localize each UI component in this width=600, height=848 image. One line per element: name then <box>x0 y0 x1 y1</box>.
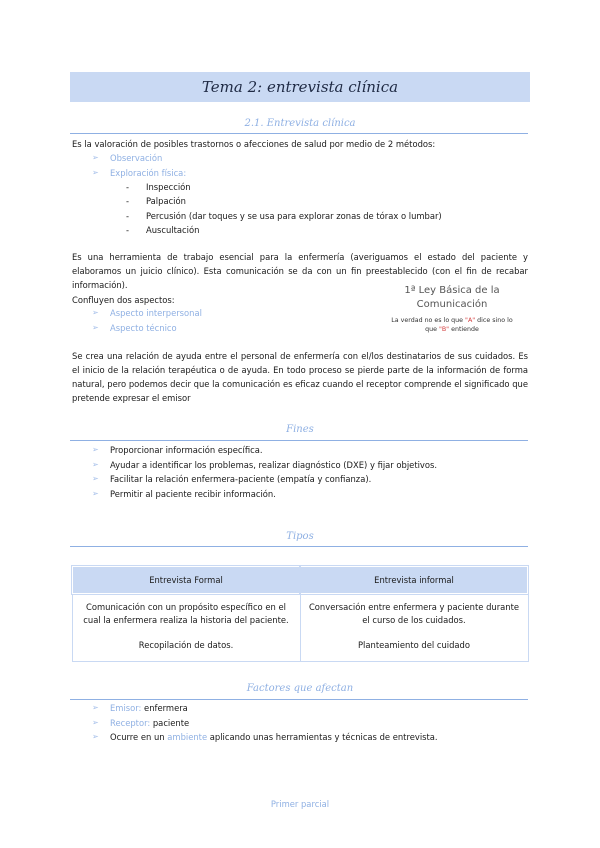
divider <box>70 699 528 700</box>
list-item: ➢ Facilitar la relación enfermera-paciente (empatía y confianza). <box>92 472 437 487</box>
list-item: ➢ Aspecto técnico <box>92 321 202 336</box>
section-heading-tipos: Tipos <box>286 531 314 542</box>
arrow-icon: ➢ <box>92 322 99 332</box>
page-title-banner <box>70 72 530 102</box>
arrow-icon: ➢ <box>92 459 99 469</box>
table-cell-informal: Conversación entre enfermera y paciente durante el curso de los cuidados. Planteamiento del cuidado <box>300 594 528 662</box>
intro-text: Es la valoración de posibles trastornos o afecciones de salud por medio de 2 métodos: <box>72 139 436 149</box>
methods-list <box>92 151 186 180</box>
table-cell-formal: Comunicación con un propósito específico en el cual la enfermera realiza la historia del paciente. Recopilación de datos. <box>72 594 300 662</box>
factores-list <box>92 701 438 745</box>
list-item: ➢ Ayudar a identificar los problemas, realizar diagnóstico (DXE) y fijar objetivos. <box>92 458 437 473</box>
tipos-table <box>71 565 529 662</box>
arrow-icon: ➢ <box>92 167 99 177</box>
section-heading-entrevista: 2.1. Entrevista clínica <box>244 118 356 129</box>
arrow-icon: ➢ <box>92 445 99 454</box>
list-item: - Auscultación <box>126 224 200 235</box>
arrow-icon: ➢ <box>92 717 99 727</box>
table-header-informal: Entrevista informal <box>300 566 528 594</box>
divider <box>70 546 528 547</box>
table-header-formal: Entrevista Formal <box>72 566 300 594</box>
paragraph-relacion-ayuda: Se crea una relación de ayuda entre el personal de enfermería con el/los destinatarios de sus cuidados. Es el inicio de la relación terapéutica o de ayuda. En todo proceso se pierde parte de la información de forma natural, pero podemos decir que la comunicación es eficaz cuando el receptor comprende el significado que pretende expresar el emisor <box>72 351 528 403</box>
exploration-list <box>126 180 442 237</box>
list-item: ➢ Receptor: paciente <box>92 716 438 731</box>
page-footer: Primer parcial <box>270 799 330 809</box>
divider <box>70 440 528 441</box>
page-title: Tema 2: entrevista clínica <box>201 78 399 96</box>
arrow-icon: ➢ <box>92 488 99 498</box>
arrow-icon: ➢ <box>92 153 99 162</box>
paragraph-herramienta: Es una herramienta de trabajo esencial para la enfermería (averiguamos el estado del paciente y elaboramos un juicio clínico). Esta comunicación se da con un fin preestablecido (con el fin de recabar información). <box>72 252 528 290</box>
section-heading-factores: Factores que afectan <box>246 683 354 694</box>
aspects-list <box>92 306 202 335</box>
list-item: ➢ Exploración física: <box>92 166 186 181</box>
divider <box>70 133 528 134</box>
list-item: - Palpación <box>126 196 186 207</box>
list-item: - Percusión (dar toques y se usa para explorar zonas de tórax o lumbar) <box>126 210 442 221</box>
list-item: - Inspección <box>126 182 191 192</box>
aspects-intro: Confluyen dos aspectos: <box>72 295 175 305</box>
list-item: ➢ Emisor: enfermera <box>92 701 438 716</box>
arrow-icon: ➢ <box>92 308 99 317</box>
section-heading-fines: Fines <box>286 424 314 435</box>
arrow-icon: ➢ <box>92 703 99 712</box>
graphic-title-line2: Comunicación <box>416 299 488 310</box>
list-item: ➢ Ocurre en un ambiente aplicando unas herramientas y técnicas de entrevista. <box>92 730 438 745</box>
list-item: ➢ Observación <box>92 151 186 166</box>
list-item: ➢ Proporcionar información específica. <box>92 443 437 458</box>
arrow-icon: ➢ <box>92 474 99 483</box>
fines-list <box>92 443 437 501</box>
graphic-caption: La verdad no es lo que "A" dice sino lo que "B" entiende <box>391 317 513 333</box>
graphic-title-line1: 1ª Ley Básica de la <box>404 285 500 296</box>
list-item: ➢ Permitir al paciente recibir información. <box>92 487 437 502</box>
list-item: ➢ Aspecto interpersonal <box>92 306 202 321</box>
arrow-icon: ➢ <box>92 732 99 741</box>
communication-law-graphic <box>388 284 516 344</box>
